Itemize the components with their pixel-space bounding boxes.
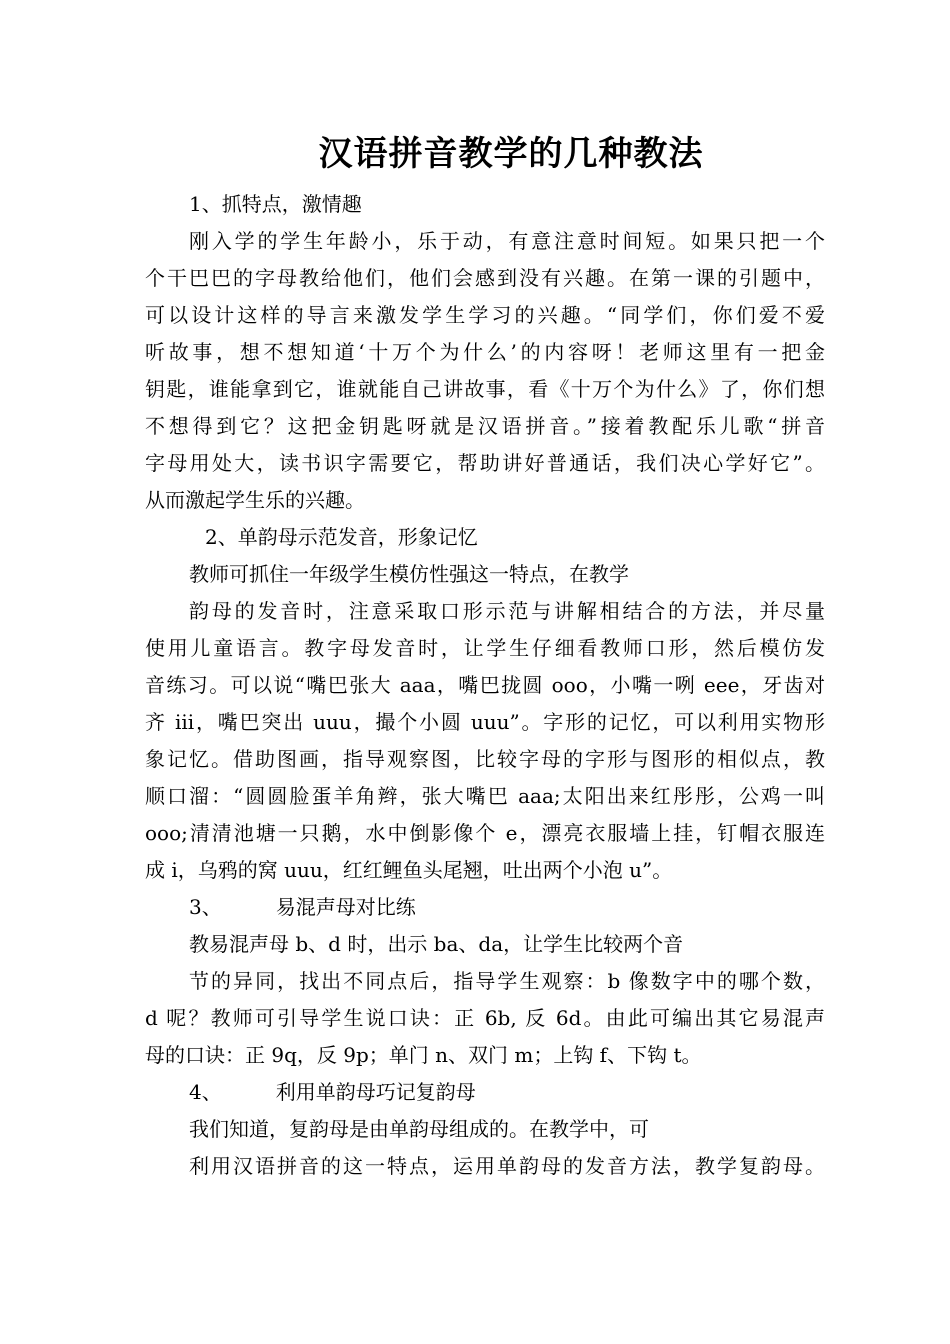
paragraph-line: 从而激起学生乐的兴趣。 bbox=[145, 488, 365, 512]
paragraph-line: 象记忆。借助图画，指导观察图，比较字母的字形与图形的相似点，教 bbox=[145, 747, 825, 771]
paragraph-line: 教易混声母 b、d 时，出示 ba、da，让学生比较两个音 bbox=[189, 932, 684, 956]
paragraph-line: ooo;清清池塘一只鹅，水中倒影像个 e，漂亮衣服墙上挂，钉帽衣服连 bbox=[145, 821, 825, 845]
section-heading-2: 2、单韵母示范发音，形象记忆 bbox=[205, 525, 478, 549]
paragraph-line: 齐 iii，嘴巴突出 uuu，撮个小圆 uuu”。字形的记忆，可以利用实物形 bbox=[145, 710, 825, 734]
paragraph-line: 利用汉语拼音的这一特点，运用单韵母的发音方法，教学复韵母。 bbox=[189, 1154, 825, 1178]
paragraph-line: 钥匙，谁能拿到它，谁就能自己讲故事，看《十万个为什么》了，你们想 bbox=[145, 377, 825, 401]
section-heading-4 bbox=[145, 1074, 825, 1111]
section-heading-text: 利用单韵母巧记复韵母 bbox=[275, 1080, 476, 1104]
paragraph-line: 可以设计这样的导言来激发学生学习的兴趣。“同学们，你们爱不爱 bbox=[145, 303, 825, 327]
paragraph-line: 不想得到它？这把金钥匙呀就是汉语拼音。”接着教配乐儿歌“拼音 bbox=[145, 414, 825, 438]
paragraph-line: d 呢？教师可引导学生说口诀：正 6b, 反 6d。由此可编出其它易混声 bbox=[145, 1006, 825, 1030]
paragraph-line: 教师可抓住一年级学生模仿性强这一特点，在教学 bbox=[189, 562, 629, 586]
paragraph-line: 节的异同，找出不同点后，指导学生观察：b 像数字中的哪个数， bbox=[189, 969, 825, 993]
paragraph-line: 音练习。可以说“嘴巴张大 aaa，嘴巴拢圆 ooo，小嘴一咧 eee，牙齿对 bbox=[145, 673, 825, 697]
paragraph-line: 使用儿童语言。教字母发音时，让学生仔细看教师口形，然后模仿发 bbox=[145, 636, 825, 660]
paragraph-line: 成 i，乌鸦的窝 uuu，红红鲤鱼头尾翘，吐出两个小泡 u”。 bbox=[145, 858, 673, 882]
paragraph-line: 字母用处大，读书识字需要它，帮助讲好普通话，我们决心学好它”。 bbox=[145, 451, 825, 475]
paragraph-line: 我们知道，复韵母是由单韵母组成的。在教学中，可 bbox=[189, 1117, 649, 1141]
paragraph-line: 母的口诀：正 9q，反 9p；单门 n、双门 m；上钩 f、下钩 t。 bbox=[145, 1043, 702, 1067]
paragraph-line: 听故事，想不想知道‘十万个为什么’的内容呀！老师这里有一把金 bbox=[145, 340, 825, 364]
section-number: 3、 bbox=[189, 895, 222, 919]
paragraph-line: 刚入学的学生年龄小，乐于动，有意注意时间短。如果只把一个 bbox=[189, 229, 825, 253]
document-body bbox=[145, 186, 825, 1185]
section-heading-text: 易混声母对比练 bbox=[275, 895, 416, 919]
section-number: 4、 bbox=[189, 1080, 222, 1104]
section-heading-3 bbox=[145, 889, 825, 926]
paragraph-line: 韵母的发音时，注意采取口形示范与讲解相结合的方法，并尽量 bbox=[189, 599, 825, 623]
section-heading-1: 1、抓特点，激情趣 bbox=[189, 192, 362, 216]
paragraph-line: 顺口溜：“圆圆脸蛋羊角辫，张大嘴巴 aaa;太阳出来红彤彤，公鸡一叫 bbox=[145, 784, 825, 808]
document-title: 汉语拼音教学的几种教法 bbox=[318, 134, 704, 174]
paragraph-line: 个干巴巴的字母教给他们，他们会感到没有兴趣。在第一课的引题中， bbox=[145, 266, 825, 290]
